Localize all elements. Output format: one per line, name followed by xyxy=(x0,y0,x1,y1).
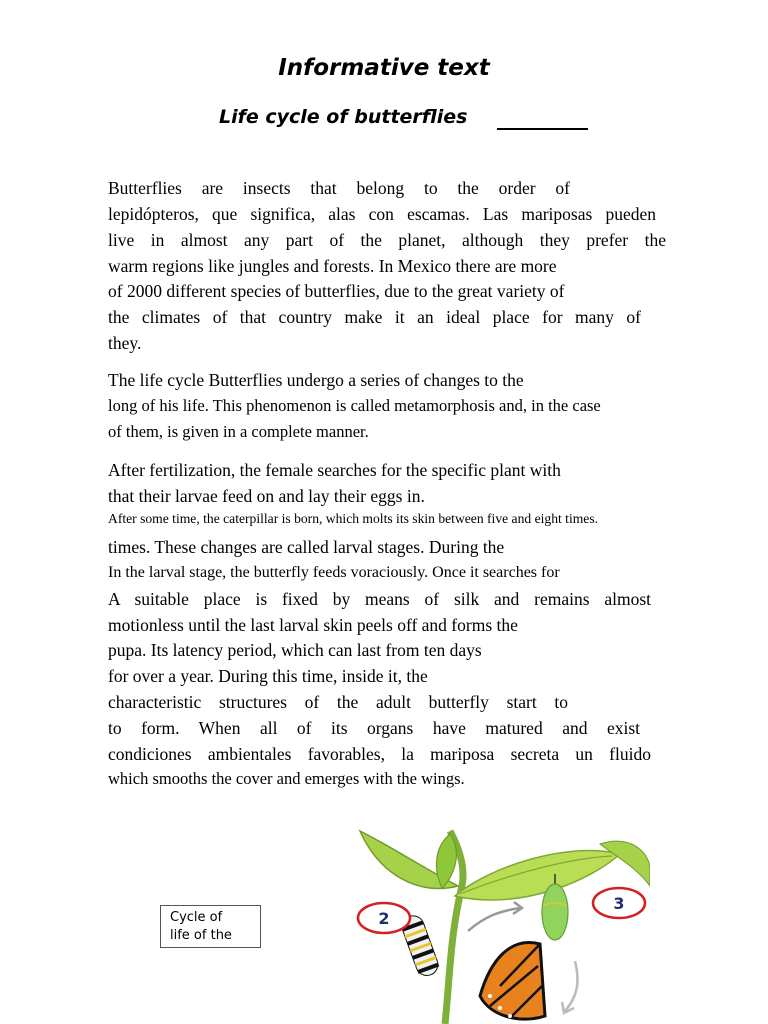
caption-line: life of the xyxy=(170,928,232,943)
caption-line: Cycle of xyxy=(170,910,223,925)
chrysalis xyxy=(542,884,568,940)
page-title: Informative text xyxy=(278,55,490,81)
leaf xyxy=(436,834,456,888)
text-line: to form. When all of its organs have matured and exist xyxy=(108,718,640,738)
cycle-arrow xyxy=(468,908,520,931)
butterfly xyxy=(480,943,545,1020)
text-line: they. xyxy=(108,333,142,353)
text-line: live in almost any part of the planet, although they prefer the xyxy=(108,230,666,250)
text-line: that their larvae feed on and lay their eggs in. xyxy=(108,486,425,506)
text-line: After fertilization, the female searches for the specific plant with xyxy=(108,460,561,480)
text-line: In the larval stage, the butterfly feeds voraciously. Once it searches for xyxy=(108,564,560,581)
subtitle-underline xyxy=(497,128,588,130)
text-line: of them, is given in a complete manner. xyxy=(108,422,369,441)
text-line: characteristic structures of the adult butterfly start to xyxy=(108,692,568,712)
cycle-arrow xyxy=(565,961,578,1011)
stage-number: 2 xyxy=(378,909,390,928)
text-line: After some time, the caterpillar is born, which molts its skin between five and eight times. xyxy=(108,511,599,526)
text-line: condiciones ambientales favorables, la mariposa secreta un fluido xyxy=(108,744,651,764)
text-line: the climates of that country make it an ideal place for many of xyxy=(108,307,641,327)
text-line: long of his life. This phenomenon is called metamorphosis and, in the case xyxy=(108,396,601,415)
text-line: Butterflies are insects that belong to the order of xyxy=(108,178,570,198)
text-line: The life cycle Butterflies undergo a series of changes to the xyxy=(108,370,524,390)
text-line: of 2000 different species of butterflies, due to the great variety of xyxy=(108,281,565,301)
text-line: motionless until the last larval skin peels off and forms the xyxy=(108,615,518,635)
figure-caption-box xyxy=(160,905,261,948)
text-line: pupa. Its latency period, which can last from ten days xyxy=(108,640,482,660)
text-line: for over a year. During this time, inside it, the xyxy=(108,666,428,686)
text-line: warm regions like jungles and forests. In Mexico there are more xyxy=(108,256,557,276)
text-line: A suitable place is fixed by means of silk and remains almost xyxy=(108,589,651,609)
page-subtitle: Life cycle of butterflies xyxy=(219,106,468,128)
stage-number: 3 xyxy=(613,894,625,913)
butterfly-life-cycle-illustration xyxy=(350,826,650,1024)
text-line: which smooths the cover and emerges with the wings. xyxy=(108,769,465,788)
text-line: lepidópteros, que significa, alas con escamas. Las mariposas pueden xyxy=(108,204,656,224)
text-line: times. These changes are called larval stages. During the xyxy=(108,537,505,557)
